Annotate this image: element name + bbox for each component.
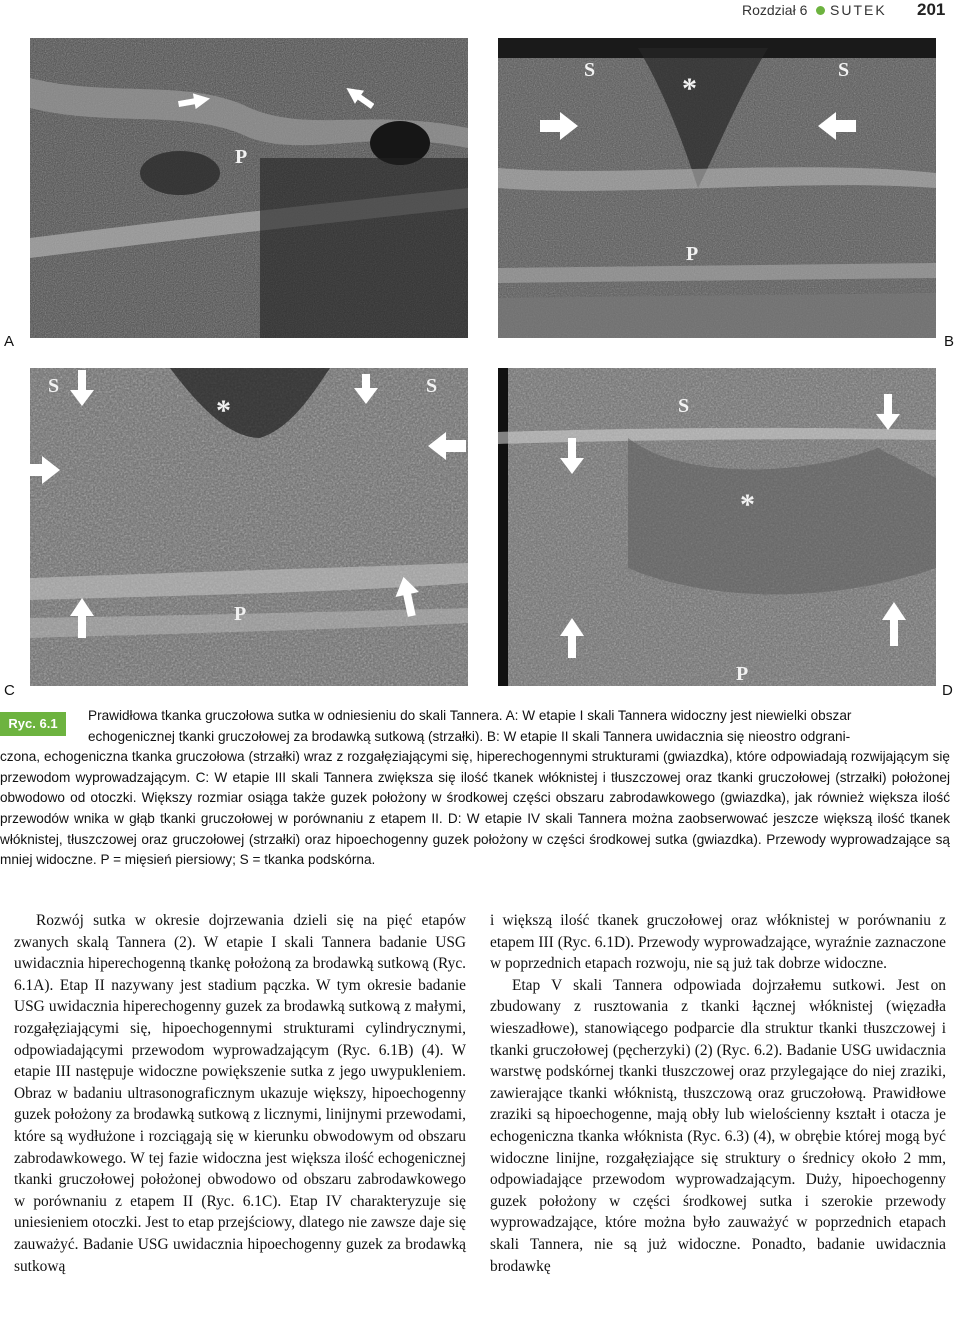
panel-label-d: D xyxy=(942,682,953,699)
subcutaneous-mark: S xyxy=(838,59,850,81)
muscle-mark: P xyxy=(686,243,699,265)
page-number: 201 xyxy=(917,0,946,19)
nodule-star-mark: * xyxy=(216,394,231,427)
duct-star-mark: * xyxy=(682,72,697,105)
subcutaneous-mark: S xyxy=(48,375,60,397)
ultrasound-image-b xyxy=(498,38,936,338)
ultrasound-image-c xyxy=(30,368,468,686)
muscle-mark: P xyxy=(736,663,749,685)
body-column-right xyxy=(490,910,946,1277)
ultrasound-panel-d xyxy=(498,368,936,686)
running-header xyxy=(0,0,960,24)
section-label: SUTEK xyxy=(830,2,887,18)
subcutaneous-mark: S xyxy=(584,59,596,81)
ultrasound-image-a xyxy=(30,38,468,338)
body-column-left xyxy=(14,910,466,1277)
body-paragraph: Rozwój sutka w okresie dojrzewania dzieli się na pięć etapów zwanych skalą Tannera (2). W etapie I skali Tannera badanie USG uwidacznia hiperechogenną tkankę położoną za brodawką sutkową (Ryc. 6.1A). Etap II nazywany jest stadium pączka. W tym okresie badanie USG uwidacznia hiperechogenny guzek za brodawką sutkową z małymi, rozgałęziającymi się, hipoechogennymi strukturami cylindrycznymi, odpowiadającymi przewodom wyprowadzającym (Ryc. 6.1B) (4). W etapie III następuje widoczne powiększenie sutka z jego uwypukleniem. Obraz w badaniu ultrasonograficznym ukazuje większy, hipoechogenny guzek położony za brodawką sutkową z licznymi, linijnymi przewodami, które są wydłużone i rozciągają się w kierunku obwodowym od obszaru zabrodawkowego. W tej fazie widoczna jest większa ilość echogenicznej tkanki gruczołowej położonej obwodowo od obszaru zabrodawkowego w porównaniu z etapem II (Ryc. 6.1C). Etap IV charakteryzuje się uniesieniem otoczki. Jest to etap przejściowy, dlatego nie zawsze daje się zauważyć. Badanie USG uwidacznia hipoechogenny guzek za brodawką sutkową xyxy=(14,912,466,1275)
figure-tag: Ryc. 6.1 xyxy=(0,712,66,736)
caption-line-2: echogenicznej tkanki gruczołowej za brodawką sutkową (strzałki). B: W etapie II skali Tannera uwidacznia się nieostro odgrani- xyxy=(88,728,851,744)
nodule-star-mark: * xyxy=(740,488,755,521)
ultrasound-image-d xyxy=(498,368,936,686)
body-paragraph: Etap V skali Tannera odpowiada dojrzałemu sutkowi. Jest on zbudowany z rusztowania z tkanki łącznej włóknistej (więzadła wieszadłowe), stanowiącego podparcie dla struktur tkanki tłuszczowej i tkanki gruczołowej (pęcherzyki) (2) (Ryc. 6.2). Badanie USG uwidacznia warstwę podskórnej tkanki tłuszczowej oraz przylegające do niej zraziki, zawierające tkanki włóknistą, tłuszczową oraz gruczołową. Prawidłowe zraziki są hipoechogenne, mają obły lub wielościenny kształt i otacza je echogeniczna tkanka włóknista (Ryc. 6.3) (4), w obrębie której mogą być widoczne linijne, rozgałęziające się struktury o średnicy około 2 mm, odpowiadające przewodom wyprowadzającym. Duży, hipoechogenny guzek położony w części środkowej sutka i szerokie przewody wyprowadzające, które można było zauważyć w poprzednich etapach skali Tannera, nie są już widoczne. Ponadto, badanie uwidacznia brodawkę xyxy=(490,976,946,1275)
ultrasound-panel-b xyxy=(498,38,936,338)
figure-caption xyxy=(0,706,950,871)
panel-label-c: C xyxy=(4,682,15,699)
ultrasound-panel-a xyxy=(30,38,468,338)
muscle-mark: P xyxy=(235,146,248,168)
ultrasound-panel-c xyxy=(30,368,468,686)
subcutaneous-mark: S xyxy=(678,395,690,417)
caption-line-1: Prawidłowa tkanka gruczołowa sutka w odniesieniu do skali Tannera. A: W etapie I skali Tannera widoczny jest niewielki obszar xyxy=(88,708,852,723)
muscle-mark: P xyxy=(234,603,247,625)
panel-label-b: B xyxy=(944,333,955,350)
header-dot-icon xyxy=(816,6,825,15)
subcutaneous-mark: S xyxy=(426,375,438,397)
chapter-label: Rozdział 6 xyxy=(742,2,808,18)
caption-body: czona, echogeniczna tkanka gruczołowa (strzałki) wraz z rozgałęziającymi się, hiperechogennymi strukturami (gwiazdka), które odpowiadają rozwijającym się przewodom wyprowadzającym. C: W etapie III skali Tannera zwiększa się ilość tkanek włóknistej i tłuszczowej oraz tkanki gruczołowej (strzałki) położonej obwodowo od otoczki. Większy rozmiar osiąga także guzek położony w środkowej części obszaru zabrodawkowego (gwiazdka), jak również większa ilość przewodów wnika w głąb tkanki gruczołowej w porównaniu z etapem II. D: W etapie IV skali Tannera można zaobserwować jeszcze większą ilość tkanek włóknistej, tłuszczowej oraz gruczołowej (strzałki) oraz hipoechogenny guzek położony w części środkowej sutka (gwiazdka). Przewody wyprowadzające są mniej widoczne. P = mięsień piersiowy; S = tkanka podskórna. xyxy=(0,749,950,868)
panel-label-a: A xyxy=(4,333,15,350)
body-paragraph: i większą ilość tkanek gruczołowej oraz włóknistej w porównaniu z etapem III (Ryc. 6.1D). Przewody wyprowadzające, wyraźnie zaznaczone w poprzednich etapach rozwoju, nie są już tak dobrze widoczne. xyxy=(490,912,946,973)
